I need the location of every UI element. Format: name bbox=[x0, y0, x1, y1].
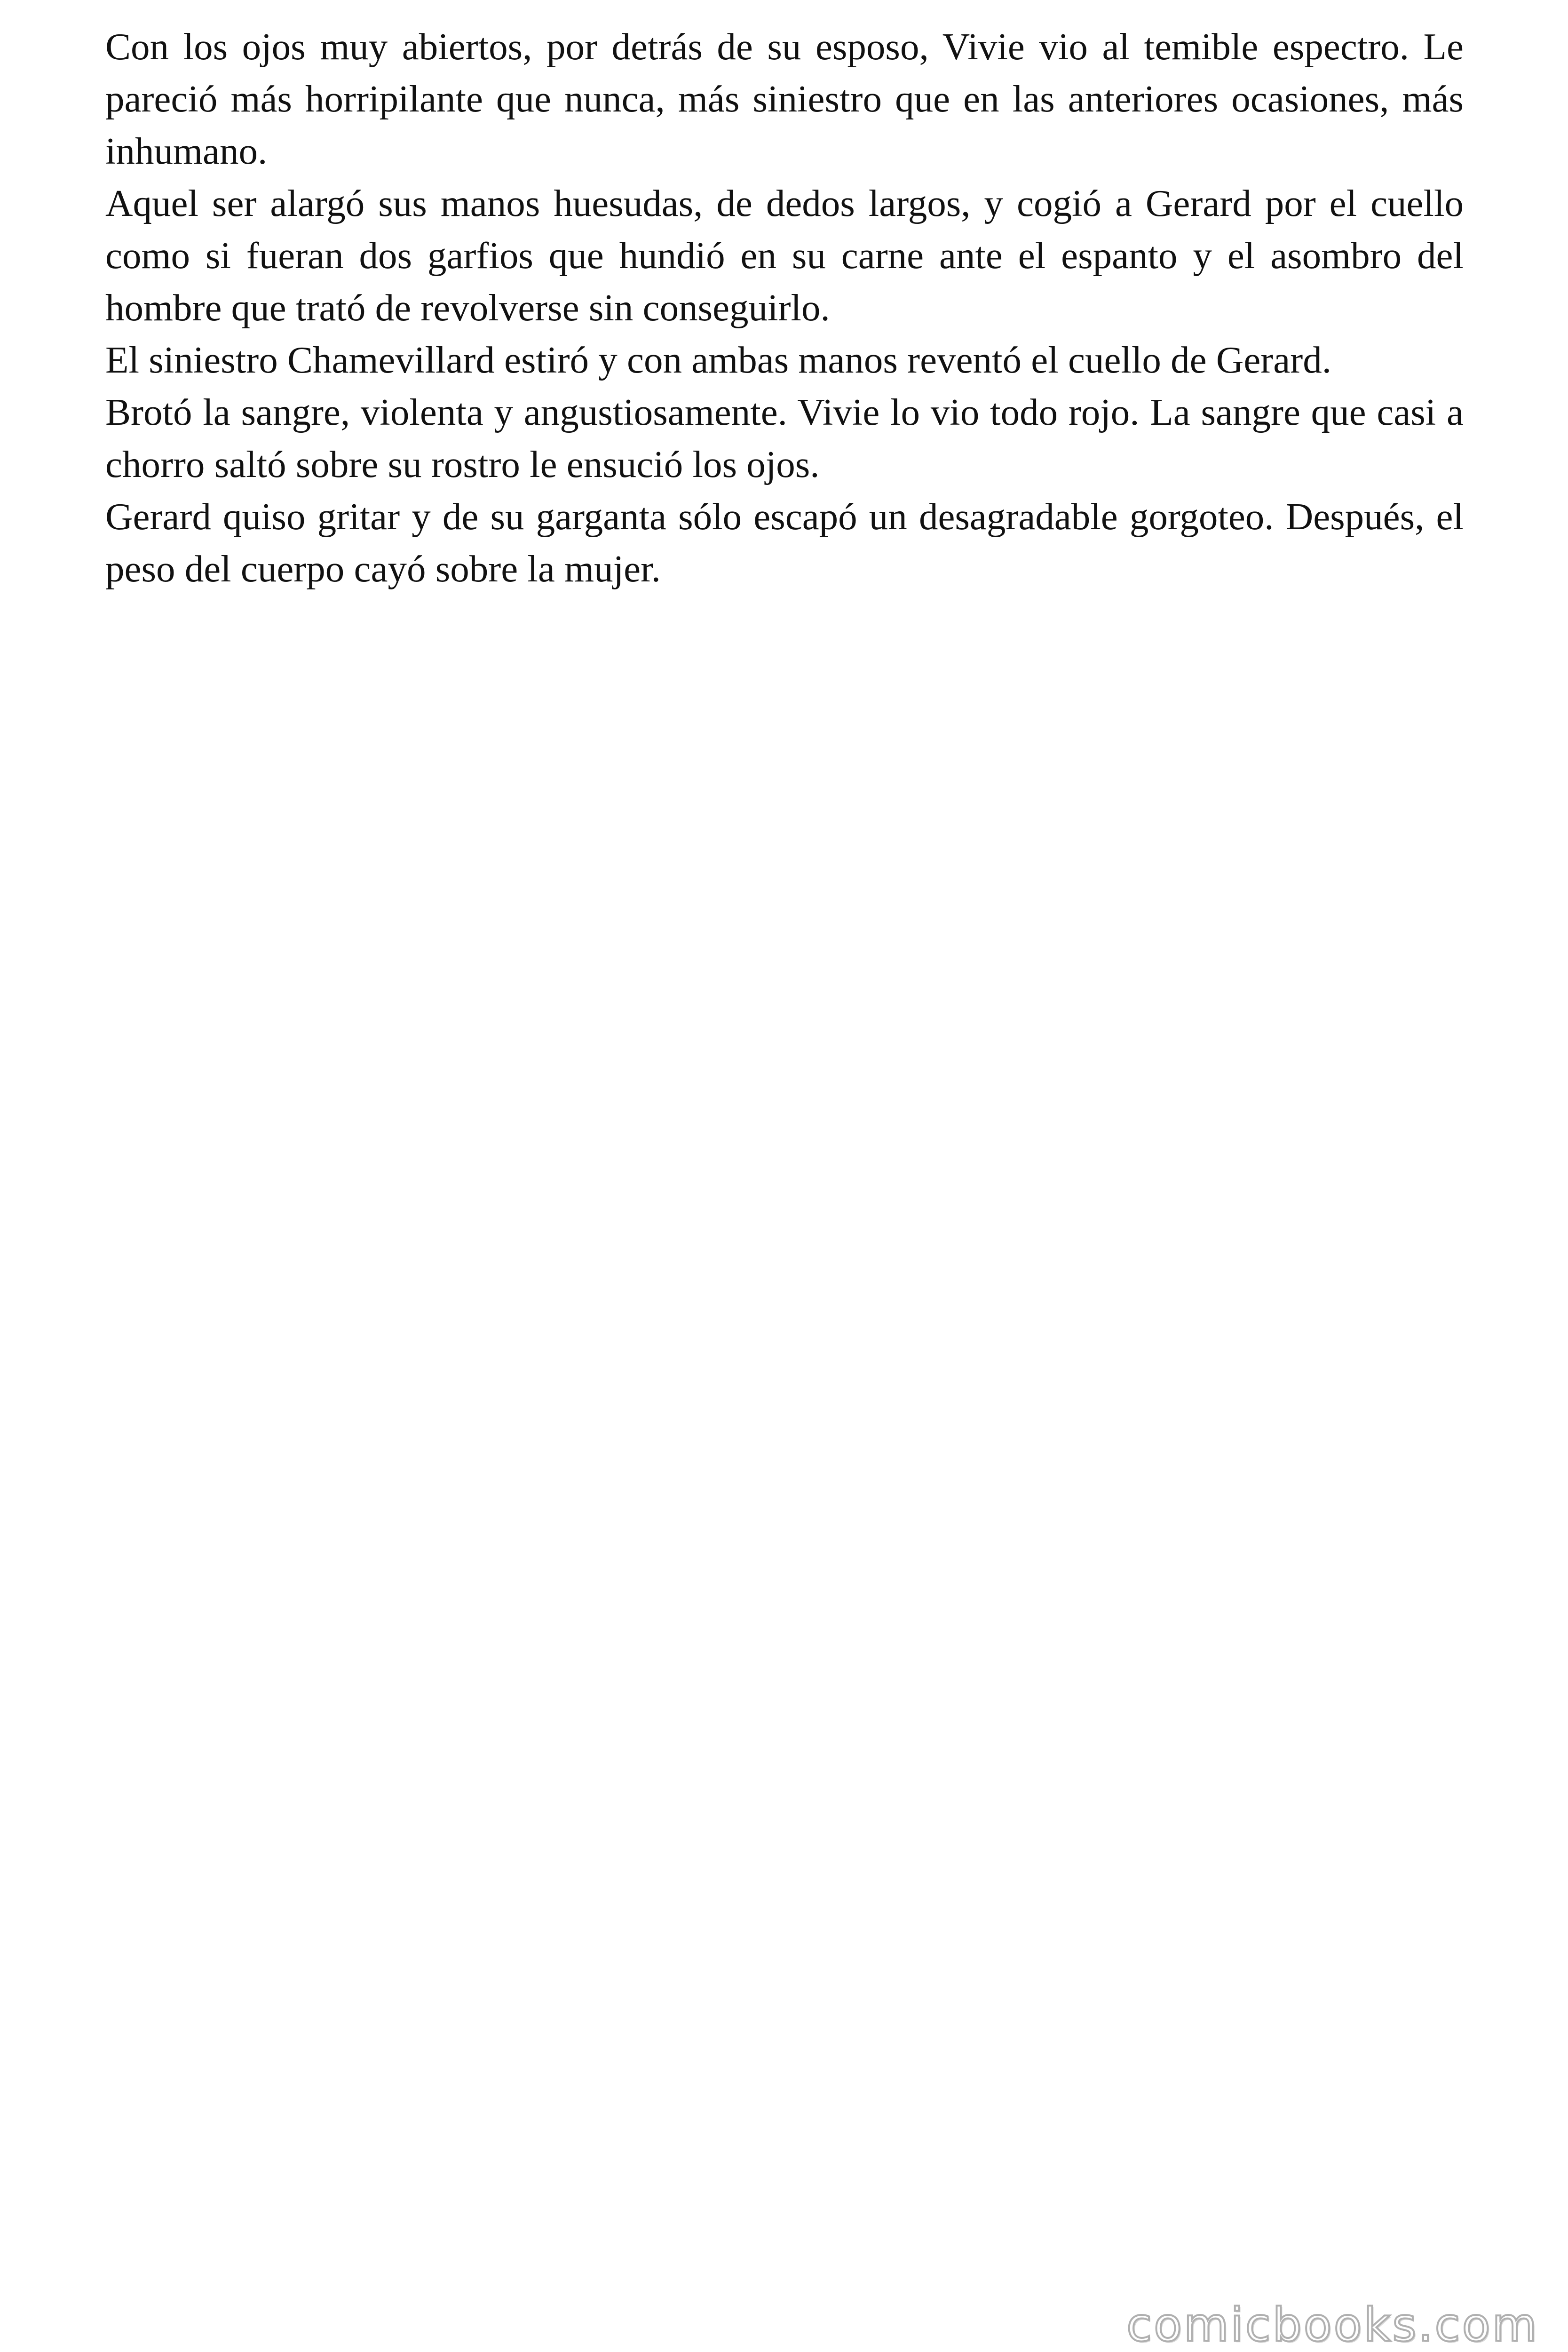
paragraph-3: El siniestro Chamevillard estiró y con ambas manos reventó el cuello de Gerard. bbox=[105, 339, 1331, 381]
body-text bbox=[105, 21, 1464, 595]
watermark: comicbooks.com bbox=[1126, 2298, 1539, 2352]
paragraph-2: Aquel ser alargó sus manos huesudas, de dedos largos, y cogió a Gerard por el cuello como si fueran dos garfios que hundió en su carne ante el espanto y el asombro del hombre que trató de revolverse sin conseguirlo. bbox=[105, 182, 1464, 329]
paragraph-1: Con los ojos muy abiertos, por detrás de su esposo, Vivie vio al temible espectro. Le pareció más horripilante que nunca, más siniestro que en las anteriores ocasiones, más inhumano. bbox=[105, 25, 1464, 172]
paragraph-5: Gerard quiso gritar y de su garganta sólo escapó un desagradable gorgoteo. Después, el peso del cuerpo cayó sobre la mujer. bbox=[105, 495, 1464, 590]
paragraph-4: Brotó la sangre, violenta y angustiosamente. Vivie lo vio todo rojo. La sangre que casi a chorro saltó sobre su rostro le ensució los ojos. bbox=[105, 391, 1464, 485]
